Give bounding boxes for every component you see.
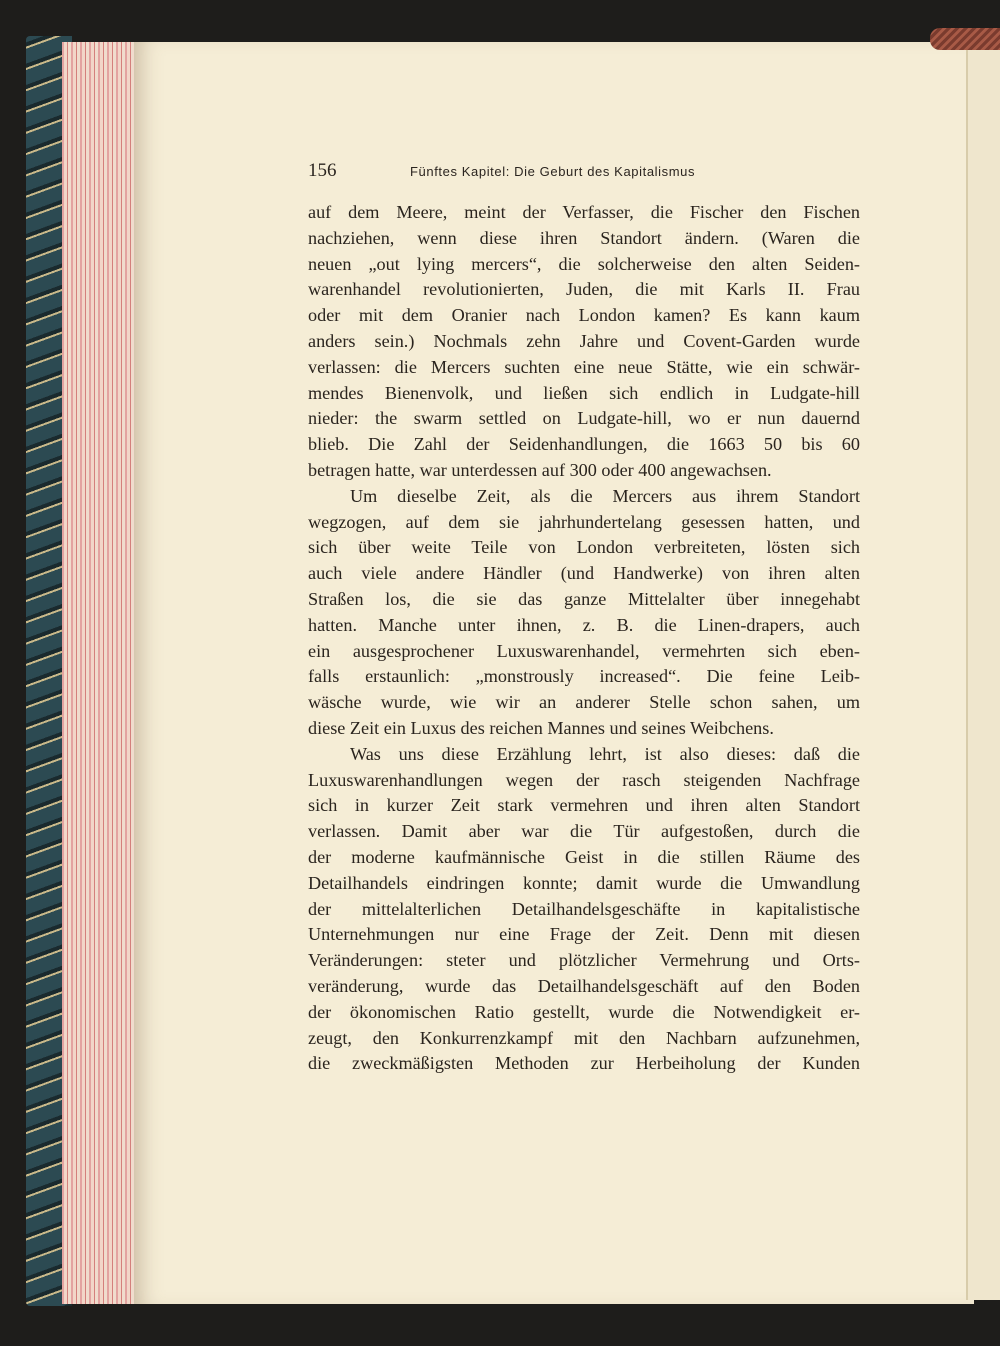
text-line: sich über weite Teile von London verbreiteten, lösten sich <box>308 537 860 558</box>
text-line: neuen „out lying mercers“, die solcherweise den alten Seiden- <box>308 253 860 274</box>
text-line: veränderung, wurde das Detailhandelsgeschäft auf den Boden <box>308 975 860 996</box>
text-line: anders sein.) Nochmals zehn Jahre und Covent-Garden wurde <box>308 330 860 351</box>
facing-page-edge <box>966 46 1000 1300</box>
text-line: falls erstaunlich: „monstrously increased“. Die feine Leib- <box>308 666 860 687</box>
text-line: verlassen. Damit aber war die Tür aufgestoßen, durch die <box>308 821 860 842</box>
text-line: Straßen los, die sie das ganze Mittelalter über innegehabt <box>308 588 860 609</box>
page-edges <box>62 42 140 1304</box>
text-line: auch viele andere Händler (und Handwerke) von ihren alten <box>308 563 860 584</box>
text-line: Unternehmungen nur eine Frage der Zeit. Denn mit diesen <box>308 924 860 945</box>
text-line: Luxuswarenhandlungen wegen der rasch steigenden Nachfrage <box>308 769 860 790</box>
text-line: ein ausgesprochener Luxuswarenhandel, vermehrten sich eben- <box>308 640 860 661</box>
text-line: oder mit dem Oranier nach London kamen? Es kann kaum <box>308 305 860 326</box>
text-line: nieder: the swarm settled on Ludgate-hill, wo er nun dauernd <box>308 408 860 429</box>
text-line: wäsche wurde, wie wir an anderer Stelle schon sahen, um <box>308 692 860 713</box>
text-line: diese Zeit ein Luxus des reichen Mannes und seines Weibchens. <box>308 717 774 738</box>
page-number: 156 <box>308 160 337 181</box>
text-line: verlassen: die Mercers suchten eine neue Stätte, wie ein schwär- <box>308 356 860 377</box>
text-line: Was uns diese Erzählung lehrt, ist also dieses: daß die <box>350 743 860 764</box>
running-head: Fünftes Kapitel: Die Geburt des Kapitalismus <box>410 164 696 179</box>
text-line: Detailhandels eindringen konnte; damit wurde die Umwandlung <box>308 872 860 893</box>
text-line: der mittelalterlichen Detailhandelsgeschäfte in kapitalistische <box>308 898 860 919</box>
text-line: Um dieselbe Zeit, als die Mercers aus ihrem Standort <box>350 485 860 506</box>
text-line: die zweckmäßigsten Methoden zur Herbeiholung der Kunden <box>308 1053 860 1074</box>
text-line: betragen hatte, war unterdessen auf 300 oder 400 angewachsen. <box>308 459 772 480</box>
text-line: zeugt, den Konkurrenzkampf mit den Nachbarn aufzunehmen, <box>308 1027 860 1048</box>
text-line: auf dem Meere, meint der Verfasser, die Fischer den Fischen <box>308 202 860 222</box>
page-header <box>308 160 868 186</box>
body-text <box>308 200 860 1077</box>
text-line: warenhandel revolutionierten, Juden, die mit Karls II. Frau <box>308 279 860 300</box>
text-line: mendes Bienenvolk, und ließen sich endlich in Ludgate-hill <box>308 382 860 403</box>
text-line: der moderne kaufmännische Geist in die stillen Räume des <box>308 846 860 867</box>
text-line: wegzogen, auf dem sie jahrhundertelang gesessen hatten, und <box>308 511 860 532</box>
text-line: blieb. Die Zahl der Seidenhandlungen, die 1663 50 bis 60 <box>308 434 860 455</box>
text-line: der ökonomischen Ratio gestellt, wurde die Notwendigkeit er- <box>308 1001 860 1022</box>
text-line: nachziehen, wenn diese ihren Standort ändern. (Waren die <box>308 227 860 248</box>
bookmark-ribbon <box>930 28 1000 50</box>
text-line: sich in kurzer Zeit stark vermehren und ihren alten Standort <box>308 795 860 816</box>
text-line: hatten. Manche unter ihnen, z. B. die Linen-drapers, auch <box>308 614 860 635</box>
text-line: Veränderungen: steter und plötzlicher Vermehrung und Orts- <box>308 950 860 971</box>
